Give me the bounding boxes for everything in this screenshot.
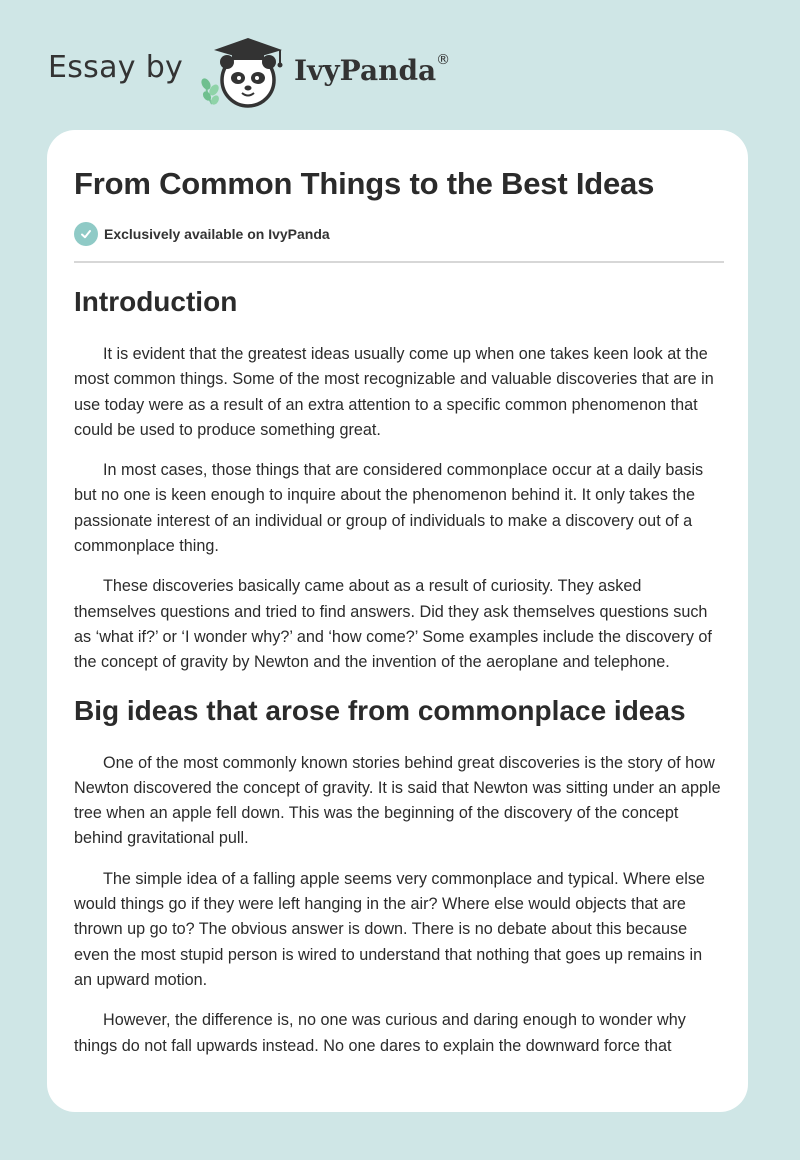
paragraph: The simple idea of a falling apple seems very commonplace and typical. Where else would things go if they were left hanging in the air? Where else would objects that are thrown up go to? The obvious answer is down. There is no debate about this because even the most stupid person is wired to understand that nothing that goes up remains in an upward motion. bbox=[74, 869, 705, 989]
title-divider bbox=[74, 261, 724, 263]
brand-logo-text: IvyPanda® bbox=[294, 52, 451, 87]
exclusive-badge bbox=[74, 222, 330, 246]
panda-graduation-cap-icon bbox=[200, 34, 290, 110]
section-heading-big-ideas: Big ideas that arose from commonplace ideas bbox=[74, 694, 686, 726]
essay-card bbox=[47, 130, 748, 1112]
paragraph: It is evident that the greatest ideas usually come up when one takes keen look at the most common things. Some of the most recognizable and valuable discoveries that are in use today were as a result of an extra attention to a specific common phenomenon that could be used to produce something great. bbox=[74, 345, 714, 439]
essay-by-label: Essay by bbox=[48, 50, 184, 85]
exclusive-badge-label: Exclusively available on IvyPanda bbox=[104, 226, 330, 242]
essay-title: From Common Things to the Best Ideas bbox=[74, 166, 655, 201]
essay-body bbox=[74, 282, 724, 1074]
section-heading-introduction: Introduction bbox=[74, 286, 238, 317]
paragraph: One of the most commonly known stories behind great discoveries is the story of how Newton discovered the concept of gravity. It is said that Newton was sitting under an apple tree when an apple fell down. This was the beginning of the discovery of the concept behind gravitational pull. bbox=[74, 753, 721, 848]
site-header bbox=[48, 30, 508, 110]
paragraph: In most cases, those things that are considered commonplace occur at a daily basis but no one is keen enough to inquire about the phenomenon behind it. It only takes the passionate interest of an individual or group of individuals to make a discovery out of a commonplace thing. bbox=[74, 461, 704, 556]
paragraph: These discoveries basically came about as a result of curiosity. They asked themselves questions and tried to find answers. Did they ask themselves questions such as ‘what if?’ or ‘I wonder why?’ and ‘how come?’ Some examples include the discovery of the concept of gravity by Newton and the invention of the aeroplane and telephone. bbox=[74, 577, 712, 672]
check-circle-icon bbox=[74, 222, 98, 246]
paragraph: However, the difference is, no one was curious and daring enough to wonder why things do not fall upwards instead. No one dares to explain the downward force that bbox=[74, 1011, 686, 1055]
